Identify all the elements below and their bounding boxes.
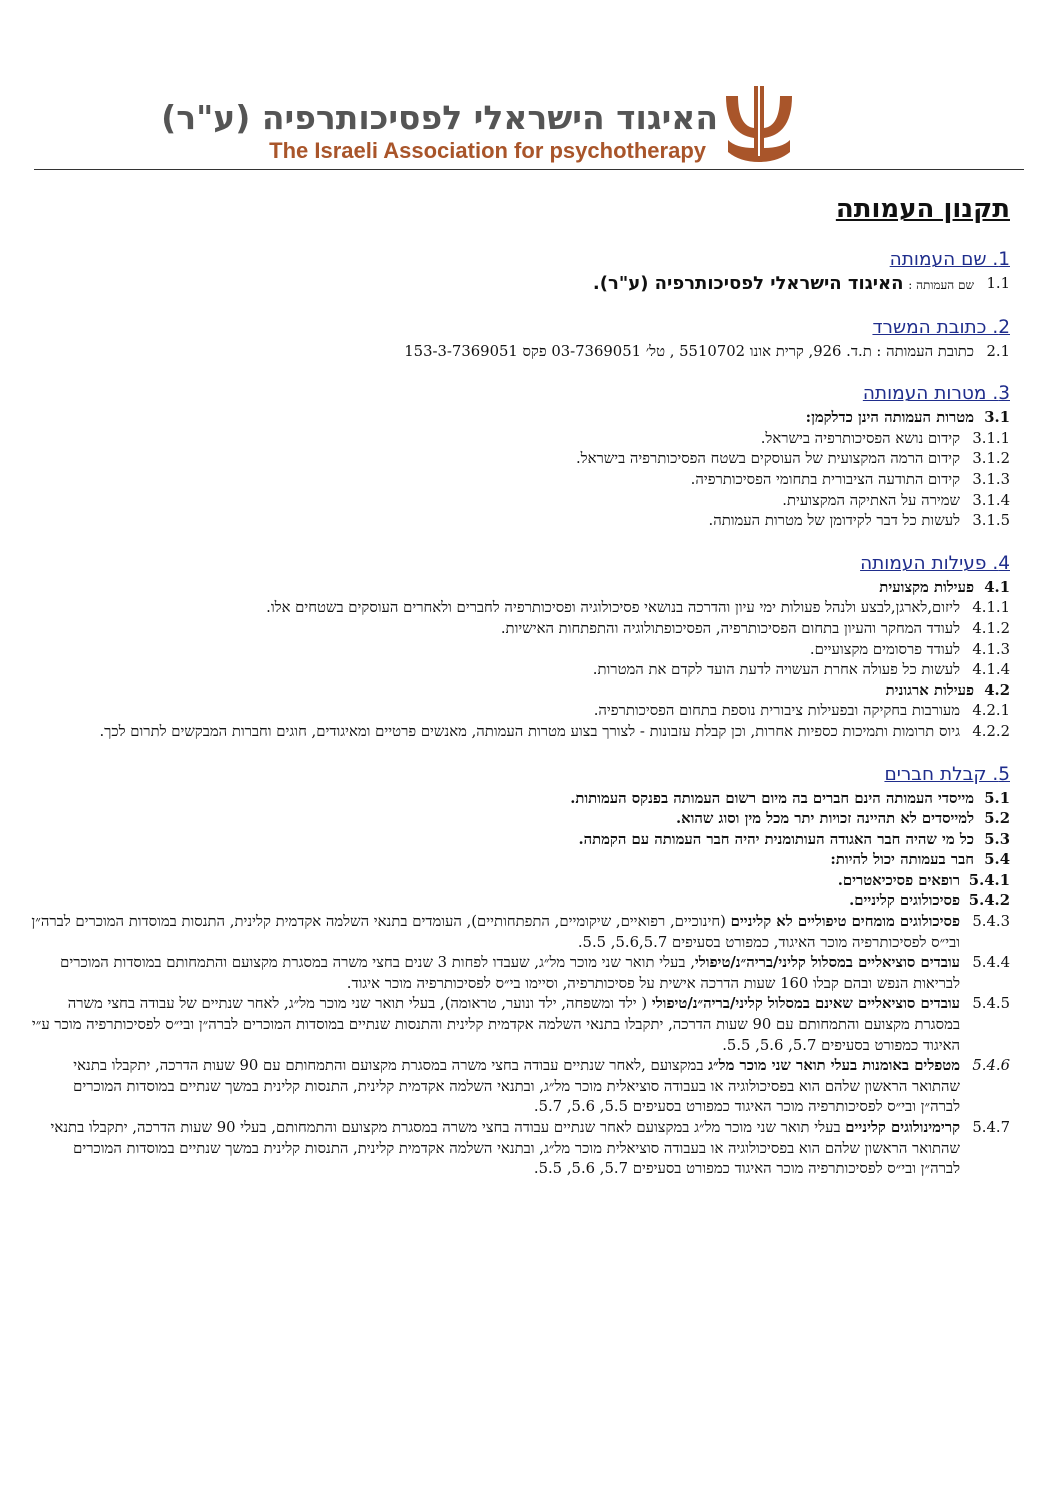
item-number: 5.4 [984,851,1010,869]
item-text: פסיכולוגים קליניים. [849,892,960,910]
item-text: מייסדי העמותה הינם חברים בה מיום רשום העמותה בפנקס העמותות. [570,789,974,807]
association-name: האיגוד הישראלי לפסיכותרפיה (ע"ר). [592,273,904,294]
item-text: מעורבות בחקיקה ובפעילות ציבורית נוספת בתחום הפסיכותרפיה. [593,702,960,720]
list-item [30,994,1010,1056]
list-item [30,850,1010,871]
item-number: 5.4.5 [972,995,1010,1013]
item-number: 5.4.3 [972,913,1010,931]
psi-icon [714,82,804,172]
item-text: מטרות העמותה הינן כדלקמן: [805,409,974,427]
list-item [30,491,1010,512]
list-item [30,660,1010,681]
item-number: 3.1.1 [972,429,1010,447]
list-item [30,470,1010,491]
list-item [30,619,1010,640]
item-number: 3.1.2 [972,450,1010,468]
item-number: 3.1 [984,409,1010,427]
list-item [30,342,1010,363]
item-number: 4.1.3 [972,640,1010,658]
item-lead: עובדים סוציאליים במסלול קליני/בריה״נ/טיפולי [694,954,960,972]
list-item [30,722,1010,743]
item-number: 5.4.1 [968,871,1010,889]
item-number: 4.1.4 [972,661,1010,679]
section-heading: 1. שם העמותה [889,249,1010,270]
item-text: , בעלי תואר שני מוכר מל״ג, שעבדו לפחות 3 שנים בחצי משרה במסגרת מקצועם והתמחותם במוסדות המוכרים לבריאות הנפש ובהם קבלו 160 שעות הדרכה אישית על פסיכותרפיה, וסיימו בי״ס לפסיכותרפיה מוכר איגוד. [60,954,960,992]
item-number: 5.3 [984,830,1010,848]
list-item [30,408,1010,429]
item-text: ליזום,לארגן,לבצע ולנהל פעולות ימי עיון והדרכה בנושאי פסיכולוגיה ופסיכותרפיה לחברים ולאחרים העוסקים בשטחים אלו. [266,599,960,617]
list-item [30,809,1010,830]
item-text: כתובת העמותה : ת.ד. 926, קרית אונו 5510702 , טל׳ 03-7369051 פקס 153-3-7369051 [404,342,974,360]
item-text: כל מי שהיה חבר האגודה העותומנית יהיה חבר העמותה עם הקמתה. [578,830,974,848]
item-number: 4.2.1 [972,702,1010,720]
item-text: בעלי תואר שני מוכר מל״ג במקצועם לאחר שנתיים עבודה בחצי משרה במסגרת מקצועם והתמחותם, בעלי 90 שעות הדרכה, יתקבלו בתנאי שהתואר הראשון שלהם הוא בפסיכולוגיה או בעבודה סוציאלית מוכר מל״ג, ובתנאי השלמה אקדמית קלינית, התנסות קלינית במשך שנתיים במוסדות המוכרים לברה״ן ובי״ס לפסיכותרפיה מוכר האיגוד כמפורט בסעיפים 5.7, 5.6, 5.5. [50,1119,960,1178]
item-number: 5.4.6 [972,1057,1010,1075]
list-item [30,429,1010,450]
item-number: 5.4.7 [972,1119,1010,1136]
list-item [30,578,1010,599]
list-item [30,681,1010,702]
list-item [30,1056,1010,1118]
item-lead: פסיכולוגים מומחים טיפוליים לא קליניים [730,913,960,931]
item-text: (חינוכיים, רפואיים, שיקומיים, התפתחותיים), העומדים בתנאי השלמה אקדמית קלינית, התנסות במוסדות המוכרים לברה״ן ובי״ס לפסיכותרפיה מוכר האיגוד, כמפורט בסעיפים 5.6,5.7, 5.5. [31,913,960,951]
item-lead: מטפלים באומנות בעלי תואר שני מוכר מל״ג [708,1057,960,1075]
list-item [30,274,1010,296]
item-text: גיוס תרומות ותמיכות כספיות אחרות, וכן קבלת עזבונות - לצורך בצוע מטרות העמותה, מאנשים פרטיים ומאיגודים, חוגים וחברות המבקשים לתרום לכך. [99,722,960,740]
list-item [30,789,1010,810]
item-number: 5.4.2 [968,892,1010,910]
list-item [30,1118,1010,1180]
item-number: 3.1.3 [972,470,1010,488]
list-item [30,830,1010,851]
item-number: 4.2.2 [972,722,1010,740]
item-text: קידום התודעה הציבורית בתחומי הפסיכותרפיה. [690,470,960,488]
item-text: לעשות כל דבר לקידומן של מטרות העמותה. [708,512,960,530]
section-heading: 4. פעילות העמותה [860,552,1010,574]
item-number: 5.1 [984,789,1010,807]
list-item [30,871,1010,892]
item-text: פעילות ארגונית [885,681,974,699]
item-lead: קרימינולוגים קליניים [845,1119,960,1136]
list-item [30,598,1010,619]
item-number: 5.4.4 [972,954,1010,972]
item-number: 4.1.1 [972,599,1010,617]
item-number: 4.1 [984,578,1010,596]
item-text: רופאים פסיכיאטרים. [837,871,960,889]
item-number: 4.2 [984,681,1010,699]
item-number: 1.1 [986,275,1010,292]
item-lead: עובדים סוציאליים שאינם במסלול קליני/בריה״נ/טיפולי [651,995,960,1013]
item-text: לעודד פרסומים מקצועיים. [809,640,960,658]
page-header [0,70,1058,180]
list-item [30,912,1010,953]
item-number: 3.1.5 [972,512,1010,530]
item-text: קידום נושא הפסיכותרפיה בישראל. [760,429,960,447]
item-number: 3.1.4 [972,491,1010,509]
item-label: שם העמותה : [908,278,974,292]
logo-english-text: The Israeli Association for psychotherapy [269,138,706,163]
item-text: ( ילד ומשפחה, ילד ונוער, טראומה), בעלי תואר שני מוכר מל״ג, לאחר שנתיים של עבודה בחצי משרה במסגרת מקצועם והתמחותם עם 90 שעות הדרכה, יתקבלו בתנאי השלמה אקדמית קלינית והתנסות שנתיים במוסדות המוכרים לברה״ן ובי״ס לפסיכותרפיה מוכר ע״י האיגוד כמפורט בסעיפים 5.7, 5.6, 5.5. [31,995,960,1054]
list-item [30,511,1010,532]
header-divider [34,169,1024,170]
item-text: פעילות מקצועית [879,578,974,596]
item-text: לעודד המחקר והעיון בתחום הפסיכותרפיה, הפסיכופתולוגיה והתפתחות האישיות. [500,619,960,637]
document-body [30,192,1010,1180]
item-number: 5.2 [984,810,1010,828]
item-text: קידום הרמה המקצועית של העוסקים בשטח הפסיכותרפיה בישראל. [575,450,960,468]
section-heading: 2. כתובת המשרד [872,316,1010,338]
list-item [30,449,1010,470]
list-item [30,953,1010,994]
item-text: במקצועם ,לאחר שנתיים עבודה בחצי משרה במסגרת מקצועם והתמחותם עם 90 שעות הדרכה, יתקבלו בתנאי שהתואר הראשון שלהם הוא בפסיכולוגיה או בעבודה סוציאלית מוכר מל״ג, ובתנאי השלמה אקדמית קלינית, התנסות קלינית במשך שנתיים במוסדות המוכרים לברה״ן ובי״ס לפסיכותרפיה מוכר האיגוד כמפורט בסעיפים 5.5, 5.6, 5.7. [73,1057,960,1116]
item-text: למייסדים לא תהיינה זכויות יתר מכל מין וסוג שהוא. [675,810,974,828]
list-item [30,701,1010,722]
item-text: לעשות כל פעולה אחרת העשויה לדעת הועד לקדם את המטרות. [592,661,960,679]
section-heading: 5. קבלת חברים [884,763,1010,785]
item-number: 4.1.2 [972,619,1010,637]
list-item [30,640,1010,661]
page-title: תקנון העמותה [835,194,1010,224]
section-heading: 3. מטרות העמותה [862,383,1010,405]
logo-hebrew-text: האיגוד הישראלי לפסיכותרפיה (ע"ר) [161,98,718,137]
item-text: חבר בעמותה יכול להיות: [830,851,974,869]
item-text: שמירה על האתיקה המקצועית. [782,491,960,509]
list-item [30,891,1010,912]
item-number: 2.1 [986,342,1010,360]
